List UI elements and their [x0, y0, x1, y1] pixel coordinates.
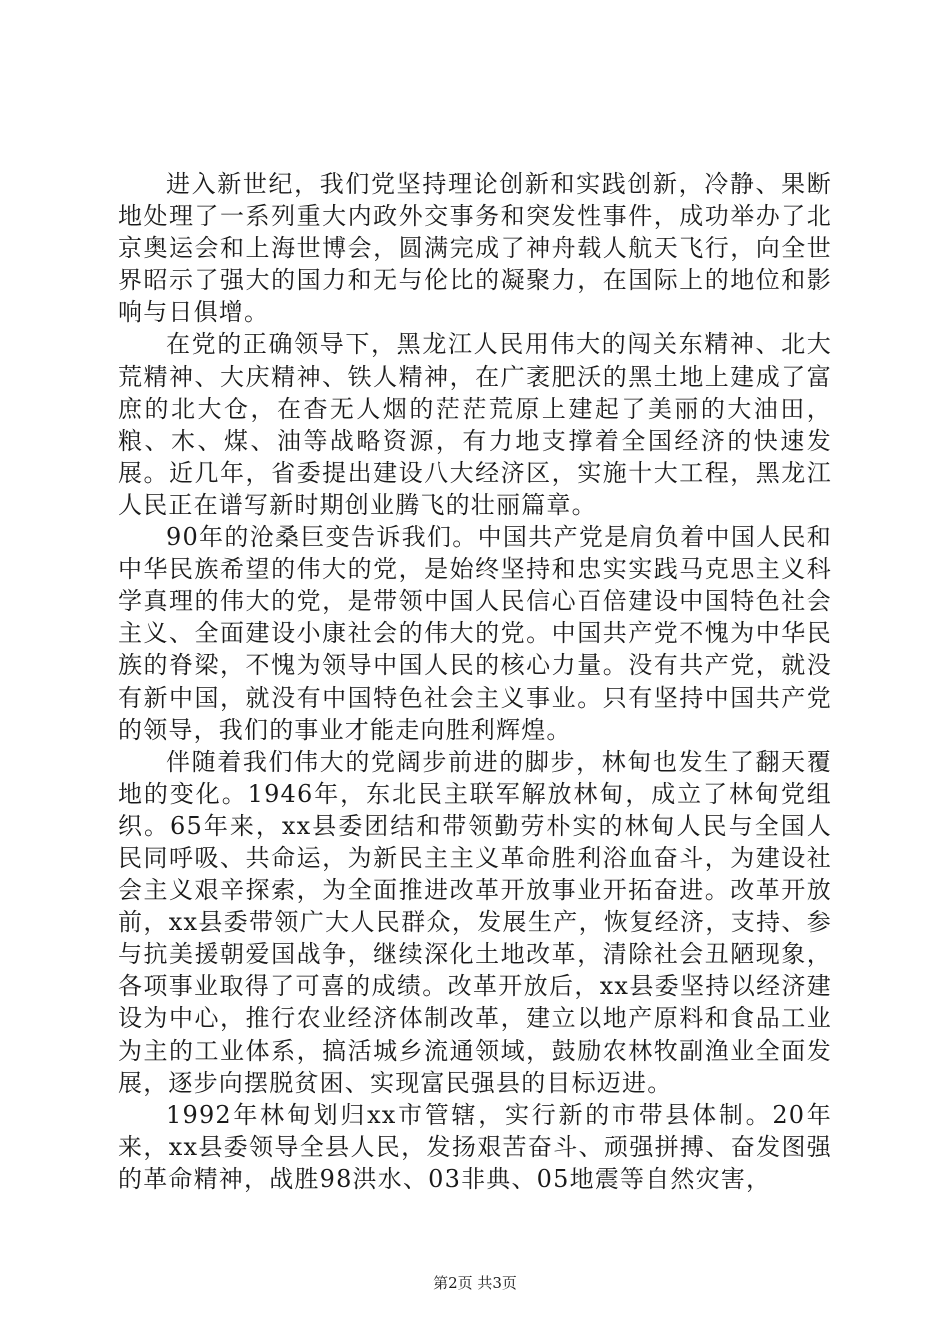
paragraph-lindian-history: 伴随着我们伟大的党阔步前进的脚步，林甸也发生了翻天覆地的变化。1946年，东北民主联军解放林甸，成立了林甸党组织。65年来，xx县委团结和带领勤劳朴实的林甸人民与全国人民同呼吸、共命运，为新民主主义革命胜利浴血奋斗，为建设社会主义艰辛探索，为全面推进改革开放事业开拓奋进。改革开放前，xx县委带领广大人民群众，发展生产，恢复经济，支持、参与抗美援朝爱国战争，继续深化土地改革，清除社会丑陋现象，各项事业取得了可喜的成绩。改革开放后，xx县委坚持以经济建设为中心，推行农业经济体制改革，建立以地产原料和食品工业为主的工业体系，搞活城乡流通领域，鼓励农林牧副渔业全面发展，逐步向摆脱贫困、实现富民强县的目标迈进。 [118, 747, 832, 1097]
paragraph-1992: 1992年林甸划归xx市管辖，实行新的市带县体制。20年来，xx县委领导全县人民，发扬艰苦奋斗、顽强拼搏、奋发图强的革命精神，战胜98洪水、03非典、05地震等自然灾害， [118, 1100, 832, 1193]
paragraph-new-century: 进入新世纪，我们党坚持理论创新和实践创新，冷静、果断地处理了一系列重大内政外交事务和突发性事件，成功举办了北京奥运会和上海世博会，圆满完成了神舟载人航天飞行，向全世界昭示了强大的国力和无与伦比的凝聚力，在国际上的地位和影响与日俱增。 [118, 170, 832, 327]
paragraph-90-years: 90年的沧桑巨变告诉我们。中国共产党是肩负着中国人民和中华民族希望的伟大的党，是始终坚持和忠实实践马克思主义科学真理的伟大的党，是带领中国人民信心百倍建设中国特色社会主义、全面建设小康社会的伟大的党。中国共产党不愧为中华民族的脊梁，不愧为领导中国人民的核心力量。没有共产党，就没有新中国，就没有中国特色社会主义事业。只有坚持中国共产党的领导，我们的事业才能走向胜利辉煌。 [118, 523, 832, 744]
paragraph-heilongjiang: 在党的正确领导下，黑龙江人民用伟大的闯关东精神、北大荒精神、大庆精神、铁人精神，在广袤肥沃的黑土地上建成了富庶的北大仓，在杳无人烟的茫茫荒原上建起了美丽的大油田，粮、木、煤、油等战略资源，有力地支撑着全国经济的快速发展。近几年，省委提出建设八大经济区，实施十大工程，黑龙江人民正在谱写新时期创业腾飞的壮丽篇章。 [118, 330, 832, 519]
document-body [118, 168, 832, 1195]
page-number-footer: 第2页 共3页 [433, 1274, 517, 1292]
